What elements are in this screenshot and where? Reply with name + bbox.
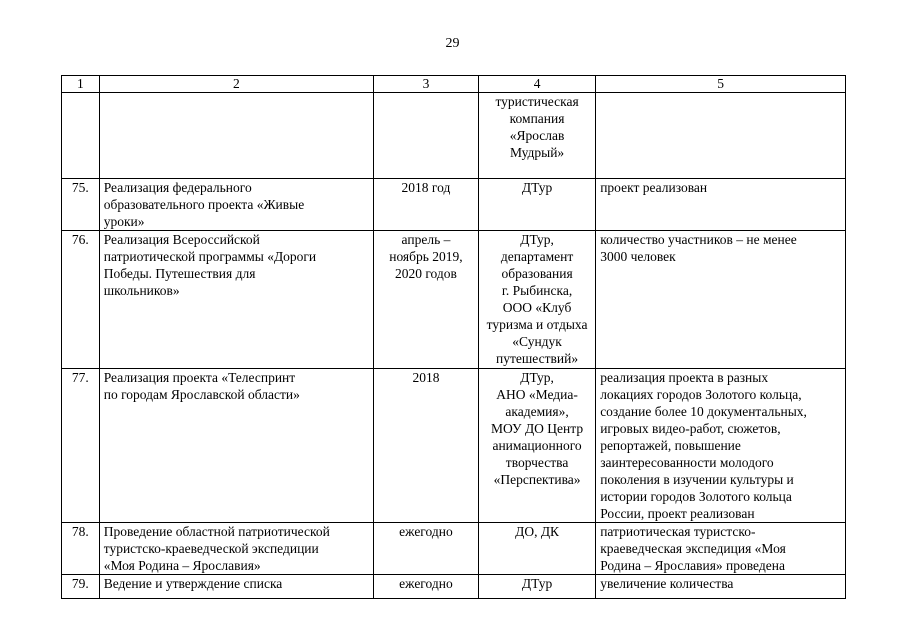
result-text: патриотическая туристско- краеведческая экспедиция «Моя Родина – Ярославия» проведена xyxy=(600,524,786,573)
result-cell xyxy=(596,369,846,523)
result-cell xyxy=(596,231,846,369)
activity-cell xyxy=(99,369,373,523)
row-number xyxy=(62,179,100,231)
row-number-text: 75. xyxy=(71,180,89,195)
executor-text: ДТур, департамент образования г. Рыбинска, ООО «Клуб туризма и отдыха «Сундук путешествий» xyxy=(486,232,588,366)
result-cell xyxy=(596,93,846,179)
activity-text: Реализация Всероссийской патриотической программы «Дороги Победы. Путешествия для школьников» xyxy=(103,232,317,298)
table-row xyxy=(62,369,846,523)
term-cell xyxy=(373,575,478,599)
result-cell xyxy=(596,575,846,599)
activity-cell xyxy=(99,179,373,231)
term-cell xyxy=(373,93,478,179)
executor-text: ДТур xyxy=(521,180,553,195)
activity-text: Реализация проекта «Телеспринт по городам Ярославской области» xyxy=(103,370,300,402)
executor-cell xyxy=(478,93,595,179)
column-header-activity: 2 xyxy=(99,76,373,93)
result-cell xyxy=(596,179,846,231)
executor-cell xyxy=(478,231,595,369)
table-row xyxy=(62,93,846,179)
row-number xyxy=(62,369,100,523)
term-text: 2018 xyxy=(412,370,440,385)
executor-cell xyxy=(478,179,595,231)
result-text: проект реализован xyxy=(600,180,708,195)
activity-cell xyxy=(99,93,373,179)
executor-text: ДТур xyxy=(521,576,553,591)
column-header-result: 5 xyxy=(596,76,846,93)
plan-table xyxy=(61,75,846,599)
term-text: 2018 год xyxy=(401,180,451,195)
table-row xyxy=(62,575,846,599)
term-text: ежегодно xyxy=(399,524,453,539)
row-number xyxy=(62,575,100,599)
activity-cell xyxy=(99,523,373,575)
table-row xyxy=(62,231,846,369)
column-header-number: 1 xyxy=(62,76,100,93)
term-cell xyxy=(373,231,478,369)
result-text: увеличение количества xyxy=(600,576,734,591)
column-header-executor: 4 xyxy=(478,76,595,93)
executor-text: ДТур, АНО «Медиа- академия», МОУ ДО Центр анимационного творчества «Перспектива» xyxy=(491,370,584,487)
result-cell xyxy=(596,523,846,575)
activity-cell xyxy=(99,575,373,599)
row-number-text: 78. xyxy=(71,524,89,539)
page-number: 29 xyxy=(445,36,460,51)
term-cell xyxy=(373,179,478,231)
row-number-text: 79. xyxy=(71,576,89,591)
executor-cell xyxy=(478,575,595,599)
row-number-text: 77. xyxy=(71,370,89,385)
term-text: ежегодно xyxy=(399,576,453,591)
activity-text: Ведение и утверждение списка xyxy=(103,576,283,591)
executor-cell xyxy=(478,369,595,523)
term-cell xyxy=(373,523,478,575)
column-header-term: 3 xyxy=(373,76,478,93)
table-row xyxy=(62,523,846,575)
activity-cell xyxy=(99,231,373,369)
result-text: количество участников – не менее 3000 человек xyxy=(600,232,797,264)
row-number xyxy=(62,93,100,179)
executor-text: ДО, ДК xyxy=(515,524,560,539)
activity-text: Проведение областной патриотической туристско-краеведческой экспедиции «Моя Родина – Ярославия» xyxy=(103,524,330,573)
result-text: реализация проекта в разных локациях городов Золотого кольца, создание более 10 документальных, игровых видео-работ, сюжетов, репортажей, повышение заинтересованности молодого поколения в изучении культуры и истории городов Золотого кольца России, проект реализован xyxy=(600,370,807,521)
term-cell xyxy=(373,369,478,523)
activity-text: Реализация федерального образовательного проекта «Живые уроки» xyxy=(103,180,305,229)
header-row xyxy=(62,76,846,93)
term-text: апрель – ноябрь 2019, 2020 годов xyxy=(389,232,463,281)
row-number xyxy=(62,523,100,575)
executor-text: туристическая компания «Ярослав Мудрый» xyxy=(495,94,579,160)
row-number xyxy=(62,231,100,369)
table-row xyxy=(62,179,846,231)
executor-cell xyxy=(478,523,595,575)
row-number-text: 76. xyxy=(71,232,89,247)
